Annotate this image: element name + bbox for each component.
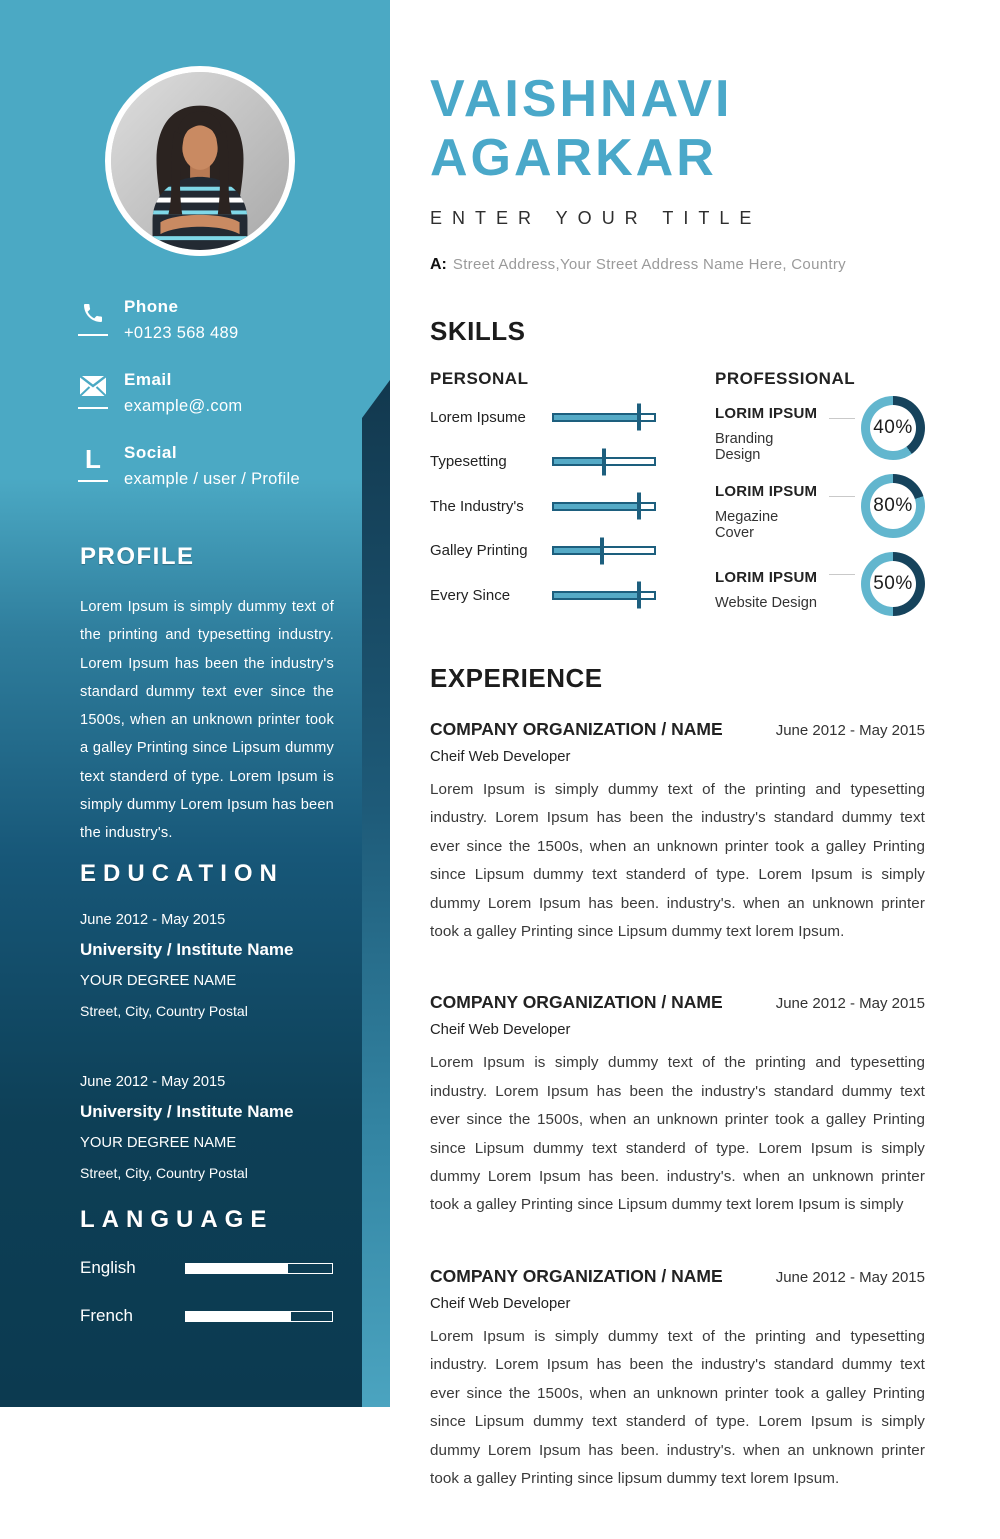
slider-thumb[interactable]: [637, 493, 641, 520]
job-title: ENTER YOUR TITLE: [430, 208, 762, 228]
experience-company: COMPANY ORGANIZATION / NAME: [430, 1265, 723, 1286]
professional-skills-column: [715, 369, 925, 623]
social-l-icon: L: [85, 444, 101, 474]
donut-gauge: [861, 552, 925, 616]
education-period: June 2012 - May 2015: [80, 1074, 226, 1090]
personal-skills-column: [430, 369, 715, 623]
experience-date: June 2012 - May 2015: [775, 1268, 925, 1286]
language-list: [80, 1258, 334, 1326]
social-label: Social: [124, 443, 178, 462]
education-section: [80, 860, 350, 1181]
language-bar: [185, 1263, 333, 1274]
experience-section: [430, 663, 925, 1493]
skill-slider-row: [430, 440, 715, 485]
experience-date: June 2012 - May 2015: [775, 722, 925, 739]
profile-section: [80, 543, 334, 848]
language-row: [80, 1258, 334, 1278]
email-label: Email: [124, 370, 172, 389]
phone-icon-wrap: [78, 296, 124, 343]
experience-company: COMPANY ORGANIZATION / NAME: [430, 719, 723, 739]
sidebar-ribbon-decoration: [362, 380, 390, 1407]
donut-percent: 40%: [870, 405, 916, 451]
donut-gauge: [861, 396, 925, 460]
experience-role: Cheif Web Developer: [430, 1022, 571, 1039]
contact-section: [78, 296, 300, 515]
education-school: University / Institute Name: [80, 1102, 294, 1121]
last-name: AGARKAR: [430, 129, 717, 187]
skill-slider[interactable]: [552, 591, 656, 600]
slider-fill: [554, 459, 604, 464]
language-bar: [185, 1311, 333, 1322]
skill-slider-row: [430, 573, 715, 618]
first-name: VAISHNAVI: [430, 70, 733, 128]
professional-skill-row: [715, 389, 925, 467]
professional-label-block: [715, 569, 819, 611]
profile-photo: [105, 66, 295, 256]
skill-slider[interactable]: [552, 413, 656, 422]
experience-body: Lorem Ipsum is simply dummy text of the printing and typesetting industry. Lorem Ipsum has been the industry's standard dummy text ever since the 1500s, when an unknown printer took a galley Printing since Lipsum dummy text standerd of type. Lorem Ipsum is simply dummy Lorem Ipsum has been. industry's. when an unknown printer took a galley Printing since Lipsum dummy text lorem Ipsum.: [430, 781, 925, 941]
contact-row-phone: [78, 296, 300, 343]
profile-heading: PROFILE: [80, 543, 195, 570]
education-heading: EDUCATION: [80, 860, 284, 887]
slider-fill: [554, 504, 639, 509]
avatar-illustration: [111, 72, 289, 250]
slider-thumb[interactable]: [637, 404, 641, 431]
envelope-icon: [78, 371, 108, 401]
skill-label: Every Since: [430, 586, 511, 604]
contact-row-email: [78, 369, 300, 416]
experience-heading: EXPERIENCE: [430, 663, 603, 693]
slider-fill: [554, 548, 602, 553]
skill-label: Lorem Ipsume: [430, 408, 526, 426]
skill-label: Typesetting: [430, 453, 507, 471]
icon-underline: [78, 334, 108, 336]
personal-heading: PERSONAL: [430, 369, 529, 388]
social-value[interactable]: example / user / Profile: [124, 470, 300, 488]
experience-body: Lorem Ipsum is simply dummy text of the printing and typesetting industry. Lorem Ipsum has been the industry's standard dummy text ever since the 1500s, when an unknown printer took a galley Printing since Lipsum dummy text standerd of type. Lorem Ipsum is simply dummy Lorem Ipsum has been. industry's. when an unknown printer took a galley Printing since lipsum dummy text lorem Ipsum.: [430, 1327, 925, 1487]
skills-heading: SKILLS: [430, 316, 526, 346]
education-address: Street, City, Country Postal: [80, 1003, 248, 1019]
experience-entry-header: [430, 719, 925, 740]
language-heading: LANGUAGE: [80, 1206, 274, 1233]
experience-entry-header: [430, 1266, 925, 1287]
professional-skill-list: [715, 389, 925, 623]
professional-label-block: [715, 483, 819, 541]
address-line: [430, 256, 925, 274]
language-section: [80, 1206, 334, 1326]
skill-slider[interactable]: [552, 502, 656, 511]
phone-value[interactable]: +0123 568 489: [124, 324, 239, 342]
skill-slider-row: [430, 484, 715, 529]
slider-thumb[interactable]: [637, 582, 641, 609]
education-period: June 2012 - May 2015: [80, 912, 226, 928]
sidebar: [0, 0, 390, 1407]
professional-skill-row: [715, 467, 925, 545]
experience-entry: [430, 719, 925, 946]
professional-skill-row: [715, 545, 925, 623]
person-name: [430, 70, 925, 188]
skill-slider[interactable]: [552, 546, 656, 555]
experience-entry: [430, 992, 925, 1219]
education-entry: [80, 912, 350, 1019]
skill-slider[interactable]: [552, 457, 656, 466]
professional-label: LORIM IPSUM: [715, 483, 818, 500]
address-value: Street Address,Your Street Address Name Here, Country: [452, 256, 846, 273]
donut-percent: 50%: [870, 561, 916, 607]
address-key: A:: [430, 256, 447, 273]
envelope-icon-wrap: [78, 369, 124, 416]
professional-label: LORIM IPSUM: [715, 569, 818, 586]
slider-thumb[interactable]: [600, 537, 604, 564]
professional-sublabel: Website Design: [715, 595, 817, 611]
professional-label-block: [715, 405, 819, 463]
personal-skill-list: [430, 395, 715, 618]
donut-percent: 80%: [870, 483, 916, 529]
slider-fill: [554, 593, 639, 598]
language-name: French: [80, 1306, 133, 1325]
education-degree: YOUR DEGREE NAME: [80, 1135, 237, 1151]
skill-slider-row: [430, 395, 715, 440]
donut-gauge: [861, 474, 925, 538]
icon-underline: [78, 480, 108, 482]
icon-underline: [78, 407, 108, 409]
skill-label: Galley Printing: [430, 542, 528, 560]
professional-sublabel: Branding Design: [715, 431, 774, 463]
professional-sublabel: Megazine Cover: [715, 509, 779, 541]
email-value[interactable]: example@.com: [124, 397, 243, 415]
main-column: [430, 0, 925, 1539]
skills-section: [430, 316, 925, 623]
education-entry: [80, 1074, 350, 1181]
experience-entry-header: [430, 992, 925, 1013]
slider-thumb[interactable]: [602, 448, 606, 475]
profile-text: Lorem Ipsum is simply dummy text of the printing and typesetting industry. Lorem Ipsum has been the industry's standard dummy text ever since the 1500s, when an unknown printer took a galley Printing since Lipsum dummy text standerd of type. Lorem Ipsum is simply dummy Lorem Ipsum has been the industry's.: [80, 599, 334, 842]
experience-company: COMPANY ORGANIZATION / NAME: [430, 992, 723, 1013]
education-entry-list: [80, 912, 350, 1181]
professional-label: LORIM IPSUM: [715, 405, 818, 422]
experience-role: Cheif Web Developer: [430, 1295, 571, 1312]
language-row: [80, 1306, 334, 1326]
phone-label: Phone: [124, 297, 179, 316]
contact-row-social: [78, 442, 300, 489]
slider-fill: [554, 415, 639, 420]
language-name: English: [80, 1258, 136, 1277]
connector-line: [829, 418, 855, 419]
experience-entry: [430, 1266, 925, 1493]
experience-body: Lorem Ipsum is simply dummy text of the printing and typesetting industry. Lorem Ipsum has been the industry's standard dummy text ever since the 1500s, when an unknown printer took a galley Printing since Lipsum dummy text standerd of type. Lorem Ipsum is simply dummy Lorem Ipsum has been. industry's. when an unknown printer took a galley Printing since Lipsum dummy text lorem Ipsum is simply: [430, 1054, 925, 1214]
connector-line: [829, 496, 855, 497]
education-address: Street, City, Country Postal: [80, 1165, 248, 1181]
language-bar-fill: [186, 1264, 288, 1273]
experience-entry-list: [430, 719, 925, 1493]
professional-heading: PROFESSIONAL: [715, 369, 856, 388]
education-school: University / Institute Name: [80, 940, 294, 959]
experience-date: June 2012 - May 2015: [775, 995, 925, 1013]
education-degree: YOUR DEGREE NAME: [80, 973, 237, 989]
social-l-icon-wrap: [78, 442, 124, 489]
connector-line: [829, 574, 855, 575]
skill-slider-row: [430, 529, 715, 574]
language-bar-fill: [186, 1312, 291, 1321]
phone-icon: [78, 298, 108, 328]
skill-label: The Industry's: [430, 497, 524, 515]
experience-role: Cheif Web Developer: [430, 749, 571, 765]
